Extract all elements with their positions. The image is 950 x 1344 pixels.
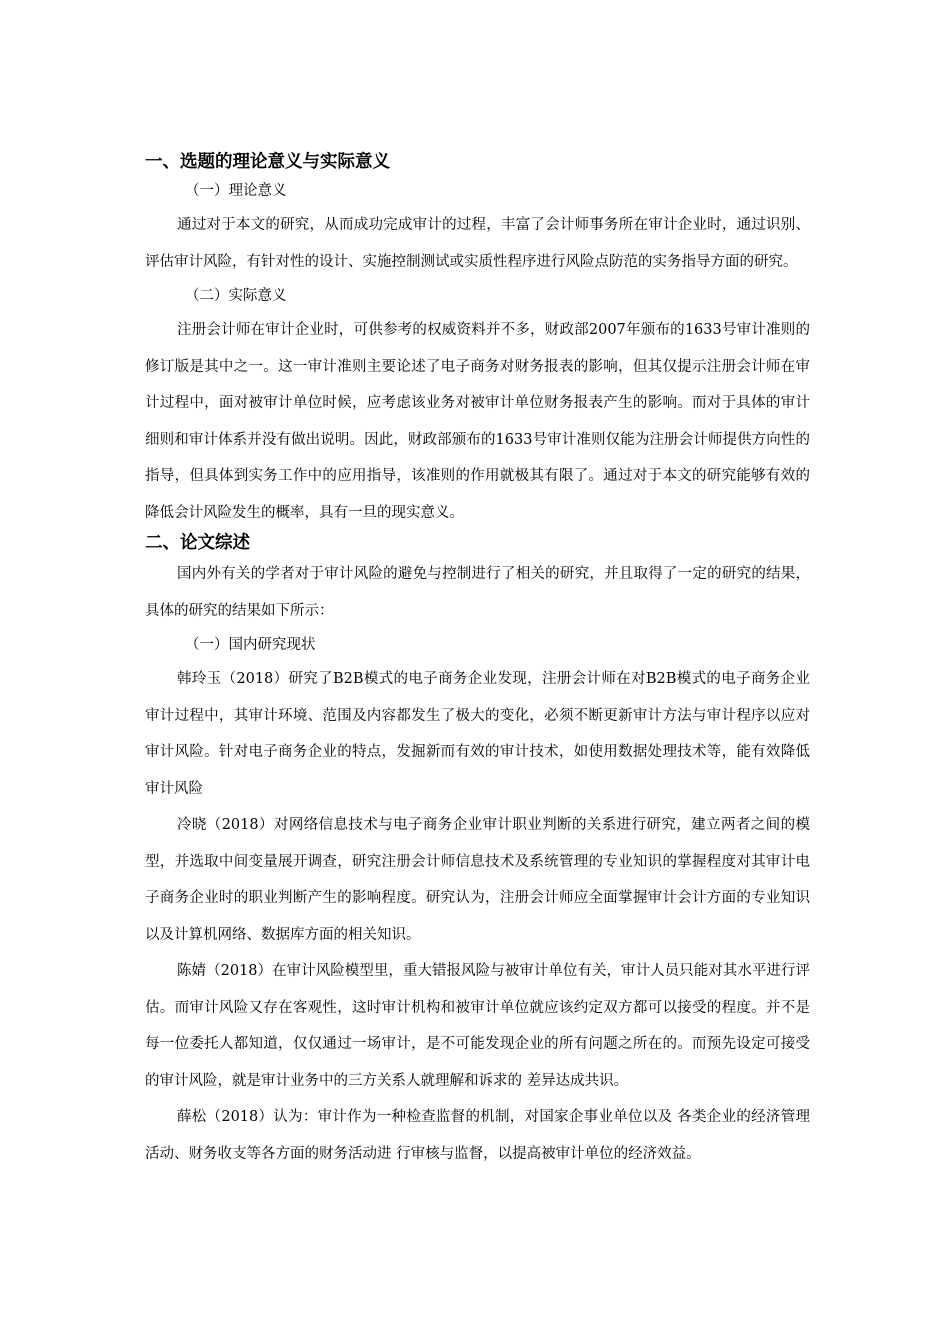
document-body	[145, 150, 810, 1172]
paragraph-chen: 陈婧（2018）在审计风险模型里，重大错报风险与被审计单位有关，审计人员只能对其水平进行评估。而审计风险又存在客观性，这时审计机构和被审计单位就应该约定双方都可以接受的程度。并不是每一位委托人都知道，仅仅通过一场审计，是不可能发现企业的所有问题之所在的。而预先设定可接受的审计风险，就是审计业务中的三方关系人就理解和诉求的 差异达成共识。	[145, 963, 810, 1089]
paragraph-theoretical: 通过对于本文的研究，从而成功完成审计的过程，丰富了会计师事务所在审计企业时，通过识别、评估审计风险，有针对性的设计、实施控制测试或实质性程序进行风险点防范的实务指导方面的研究。	[145, 217, 810, 270]
paragraph-review-intro: 国内外有关的学者对于审计风险的避免与控制进行了相关的研究，并且取得了一定的研究的结果，具体的研究的结果如下所示：	[145, 566, 810, 619]
section-heading-review: 二、论文综述	[145, 533, 250, 553]
subheading-practical: （二）实际意义	[185, 288, 287, 304]
paragraph-practical: 注册会计师在审计企业时，可供参考的权威资料并不多，财政部2007年颁布的1633号审计准则的修订版是其中之一。这一审计准则主要论述了电子商务对财务报表的影响，但其仅提示注册会计师在审计过程中，面对被审计单位时候，应考虑该业务对被审计单位财务报表产生的影响。而对于具体的审计细则和审计体系并没有做出说明。因此，财政部颁布的1633号审计准则仅能为注册会计师提供方向性的指导，但具体到实务工作中的应用指导，该准则的作用就极其有限了。通过对于本文的研究能够有效的降低会计风险发生的概率，具有一旦的现实意义。	[145, 322, 810, 521]
section-heading-significance: 一、选题的理论意义与实际意义	[145, 152, 390, 172]
subheading-theoretical: （一）理论意义	[185, 183, 287, 199]
paragraph-xue: 薛松（2018）认为：审计作为一种检查监督的机制，对国家企事业单位以及 各类企业的经济管理活动、财务收支等各方面的财务活动进 行审核与监督，以提高被审计单位的经济效益。	[145, 1109, 810, 1162]
paragraph-leng: 冷晓（2018）对网络信息技术与电子商务企业审计职业判断的关系进行研究，建立两者之间的模型，并选取中间变量展开调查，研究注册会计师信息技术及系统管理的专业知识的掌握程度对其审计电子商务企业时的职业判断产生的影响程度。研究认为，注册会计师应全面掌握审计会计方面的专业知识以及计算机网络、数据库方面的相关知识。	[145, 817, 810, 943]
subheading-domestic: （一）国内研究现状	[185, 637, 316, 653]
paragraph-han: 韩玲玉（2018）研究了B2B模式的电子商务企业发现，注册会计师在对B2B模式的电子商务企业审计过程中，其审计环境、范围及内容都发生了极大的变化，必须不断更新审计方法与审计程序以应对审计风险。针对电子商务企业的特点，发掘新而有效的审计技术，如使用数据处理技术等，能有效降低审计风险	[145, 671, 810, 797]
